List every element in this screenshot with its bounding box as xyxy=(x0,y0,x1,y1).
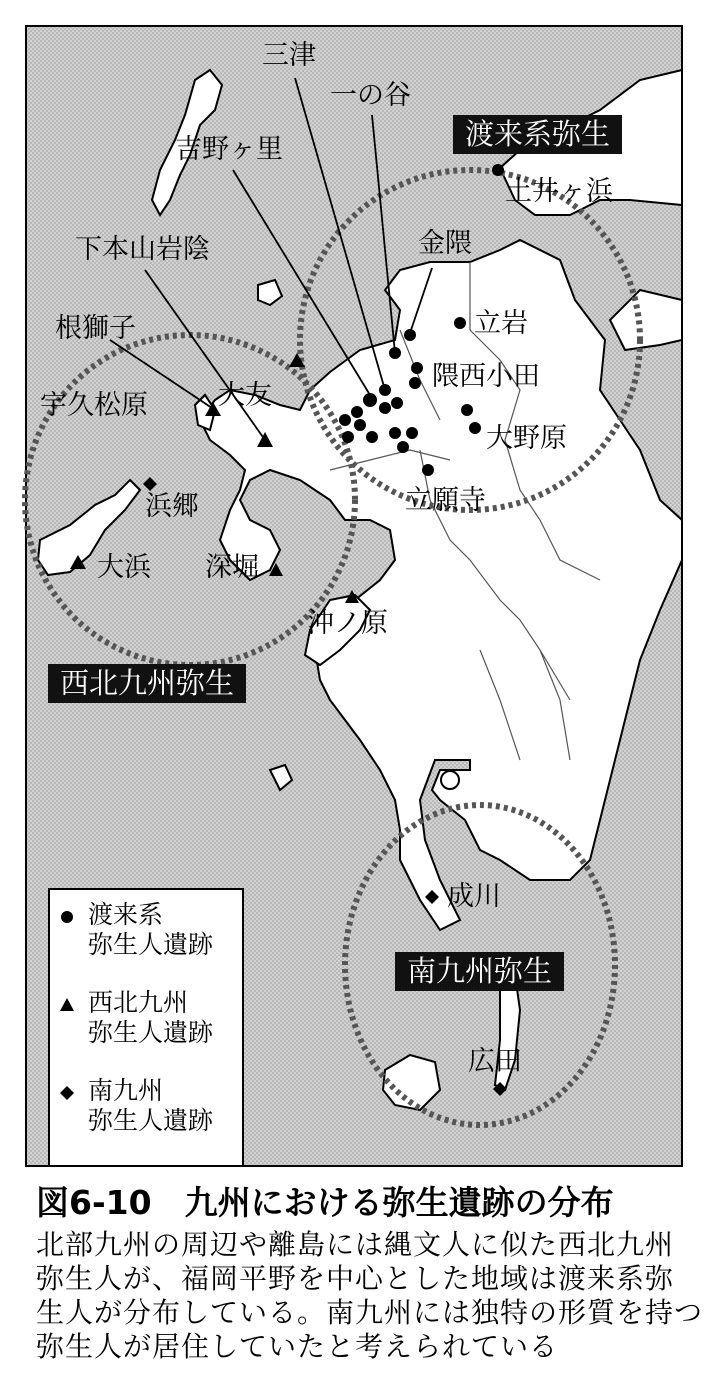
site-dot-onohara xyxy=(461,404,473,416)
site-dot xyxy=(389,427,401,439)
site-dot xyxy=(409,377,421,389)
site-dot-mitsu xyxy=(379,384,391,396)
label-tateiwa: 立岩 xyxy=(474,308,528,339)
site-dot-kumanishioda xyxy=(411,362,423,374)
legend-text-toraikei: 渡来系 弥生人遺跡 xyxy=(88,900,214,959)
label-hirota: 広田 xyxy=(468,1046,522,1077)
site-dot xyxy=(379,402,391,414)
label-yoshinogari: 吉野ヶ里 xyxy=(175,134,283,165)
label-neshishi: 根獅子 xyxy=(55,313,136,344)
label-otomo: 大友 xyxy=(218,380,272,411)
legend-text-minami: 南九州 弥生人遺跡 xyxy=(88,1076,214,1135)
legend-text-seihoku: 西北九州 弥生人遺跡 xyxy=(88,988,214,1047)
region-label-seihoku: 西北九州弥生 xyxy=(48,664,246,703)
site-dot-doigahama xyxy=(492,164,504,176)
label-ukumatsubara: 宇久松原 xyxy=(40,390,148,421)
site-dot xyxy=(397,441,409,453)
diamond-marker-icon xyxy=(60,1086,74,1100)
site-dot-yoshinogari xyxy=(351,406,363,418)
site-dot xyxy=(406,427,418,439)
triangle-marker-icon xyxy=(60,998,74,1012)
site-dot xyxy=(339,414,351,426)
label-okinohara: 沖ノ原 xyxy=(307,608,388,639)
site-dot xyxy=(354,419,366,431)
label-mitsu: 三津 xyxy=(262,40,316,71)
region-label-minami: 南九州弥生 xyxy=(395,952,564,991)
label-ohama: 大浜 xyxy=(97,552,151,583)
site-dot xyxy=(366,431,378,443)
label-ichinotani: 一の谷 xyxy=(330,80,411,111)
site-dot-tateiwa xyxy=(454,317,466,329)
caption-line: 弥生人が居住していたと考えられている xyxy=(36,1330,559,1363)
site-dot-kanenokuma xyxy=(404,329,416,341)
label-hamago: 浜郷 xyxy=(145,491,199,522)
label-fukahori: 深堀 xyxy=(205,552,259,583)
caption-line: 弥生人が、福岡平野を中心とした地域は渡来系弥 xyxy=(36,1262,675,1295)
label-doigahama: 土井ヶ浜 xyxy=(505,176,613,207)
label-kanenokuma: 金隈 xyxy=(418,228,472,259)
region-label-toraikei: 渡来系弥生 xyxy=(453,115,622,154)
caption-line: 北部九州の周辺や離島には縄文人に似た西北九州 xyxy=(36,1228,675,1261)
site-dot xyxy=(391,397,403,409)
circle-marker-icon xyxy=(60,910,74,924)
label-kumanishioda: 隈西小田 xyxy=(432,361,540,392)
label-narukawa: 成川 xyxy=(447,881,501,912)
map-legend xyxy=(48,888,244,1167)
figure-caption-body xyxy=(36,1228,704,1364)
site-dot-ichinotani xyxy=(389,347,401,359)
label-onohara: 大野原 xyxy=(486,423,567,454)
site-dot xyxy=(342,431,354,443)
site-dot-ryuganji xyxy=(422,464,434,476)
label-shimomotoyama: 下本山岩陰 xyxy=(75,234,210,265)
caption-line: 生人が分布している。南九州には独特の形質を持つ xyxy=(36,1296,704,1329)
site-dot xyxy=(469,422,481,434)
site-dot xyxy=(363,393,377,407)
sakurajima xyxy=(441,771,459,789)
figure-caption-title: 図6-10 九州における弥生遺跡の分布 xyxy=(36,1183,614,1222)
label-ryuganji: 立願寺 xyxy=(405,485,486,516)
